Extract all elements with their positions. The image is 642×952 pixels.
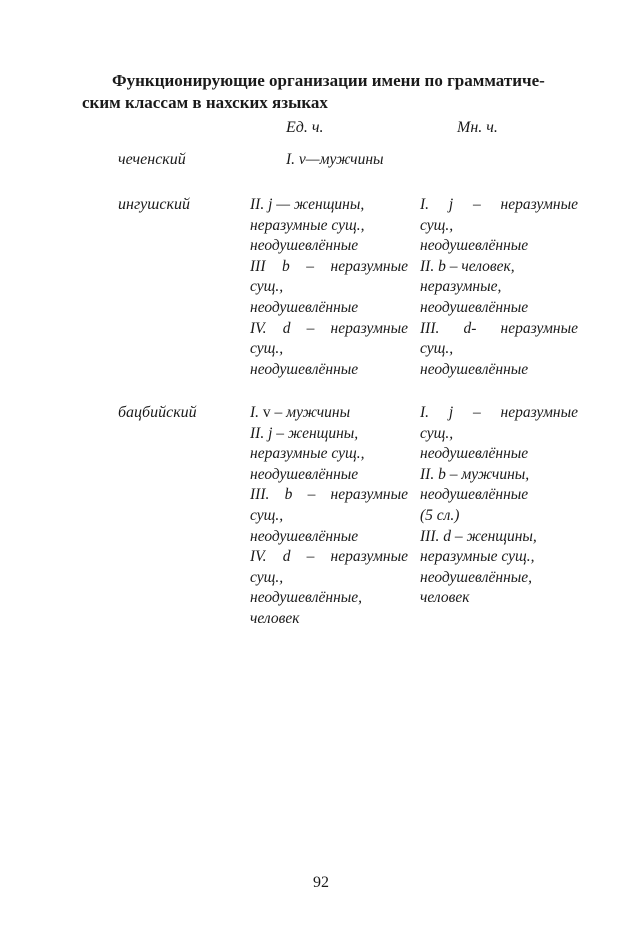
word: IV. — [250, 548, 267, 566]
cell-line: неразумные сущ., — [250, 216, 365, 234]
cell-line — [420, 195, 578, 216]
word: I. — [420, 196, 430, 213]
cell-line: неодушевлённые — [420, 237, 529, 255]
word: неразумные — [500, 196, 578, 213]
header-plural: Мн. ч. — [457, 119, 498, 136]
language-ingush: ингушский — [118, 196, 190, 213]
chechen-singular — [286, 150, 444, 171]
cell-line: неодушевлённые, — [250, 589, 363, 607]
word: – — [306, 319, 315, 337]
word: III. — [250, 486, 270, 504]
cell-line: неодушевлённые — [250, 298, 359, 316]
word: III. — [420, 319, 440, 337]
cell-line: II. b – человек, — [420, 257, 515, 275]
cell-line — [420, 403, 578, 424]
cell-line: сущ., — [420, 340, 454, 358]
cell-line: неразумные сущ., — [250, 445, 365, 463]
header-singular: Ед. ч. — [286, 119, 324, 136]
cell-line: неодушевлённые — [250, 237, 359, 255]
ingush-plural — [420, 195, 578, 380]
cell-line: неодушевлённые — [250, 527, 359, 545]
cell-line — [250, 195, 408, 216]
page-title — [82, 70, 580, 114]
word: неразумные — [330, 486, 408, 504]
title-line-1: Функционирующие организации имени по грамматиче- — [112, 71, 545, 90]
word: v — [262, 404, 271, 421]
word: – мужчины — [274, 404, 351, 421]
word: I. — [420, 404, 430, 421]
title-line-2: ским классам в нахских языках — [82, 93, 328, 112]
cell-line: сущ., — [420, 424, 454, 442]
cell-line — [250, 547, 408, 568]
cell-line: (5 сл.) — [420, 506, 460, 524]
cell-line: человек — [420, 589, 470, 607]
word: неразумные — [330, 257, 408, 275]
cell-line: неодушевлённые — [420, 445, 529, 463]
cell-line: II. j – женщины, — [250, 424, 359, 442]
cell-line: I. v—мужчины — [286, 151, 384, 168]
batsbi-plural — [420, 403, 578, 609]
cell-line — [250, 257, 408, 278]
word: IV. — [250, 319, 267, 337]
cell-line: III. d – женщины, — [420, 527, 537, 545]
cell-line — [250, 319, 408, 340]
word: неразумные — [330, 548, 408, 566]
cell-line: сущ., — [250, 278, 284, 296]
cell-line: неодушевлённые — [420, 486, 529, 504]
cell-line — [420, 319, 578, 340]
page-number: 92 — [313, 874, 329, 891]
cell-line: неразумные сущ., — [420, 548, 535, 566]
cell-line: неодушевлённые — [250, 465, 359, 483]
word: – — [472, 404, 481, 421]
word: – — [307, 486, 316, 504]
word: j — женщины, — [268, 196, 365, 213]
cell-line: неодушевлённые — [250, 360, 359, 378]
cell-line: сущ., — [250, 340, 284, 358]
cell-line: неодушевлённые — [420, 298, 529, 316]
word: – — [472, 196, 481, 213]
word: III — [250, 257, 266, 275]
cell-line: сущ., — [250, 506, 284, 524]
cell-line: неразумные, — [420, 278, 502, 296]
word: d- — [463, 319, 477, 337]
word: b — [282, 257, 290, 275]
word: I. — [250, 404, 260, 421]
language-batsbi: бацбийский — [118, 404, 197, 421]
word: – — [306, 257, 314, 275]
word: неразумные — [500, 319, 578, 337]
cell-line: сущ., — [420, 216, 454, 234]
batsbi-singular — [250, 403, 408, 630]
word: – — [306, 548, 315, 566]
word: b — [284, 486, 293, 504]
language-chechen: чеченский — [118, 151, 186, 168]
cell-line: неодушевлённые — [420, 360, 529, 378]
cell-line — [250, 403, 408, 424]
word: d — [282, 548, 291, 566]
cell-line: сущ., — [250, 568, 284, 586]
cell-line: неодушевлённые, — [420, 568, 533, 586]
word: II. — [250, 196, 265, 213]
word: d — [282, 319, 291, 337]
cell-line: человек — [250, 609, 300, 627]
word: j — [448, 404, 454, 421]
cell-line — [250, 485, 408, 506]
word: неразумные — [330, 319, 408, 337]
word: j — [448, 196, 454, 213]
word: неразумные — [500, 404, 578, 421]
ingush-singular — [250, 195, 408, 380]
cell-line: II. b – мужчины, — [420, 465, 530, 483]
